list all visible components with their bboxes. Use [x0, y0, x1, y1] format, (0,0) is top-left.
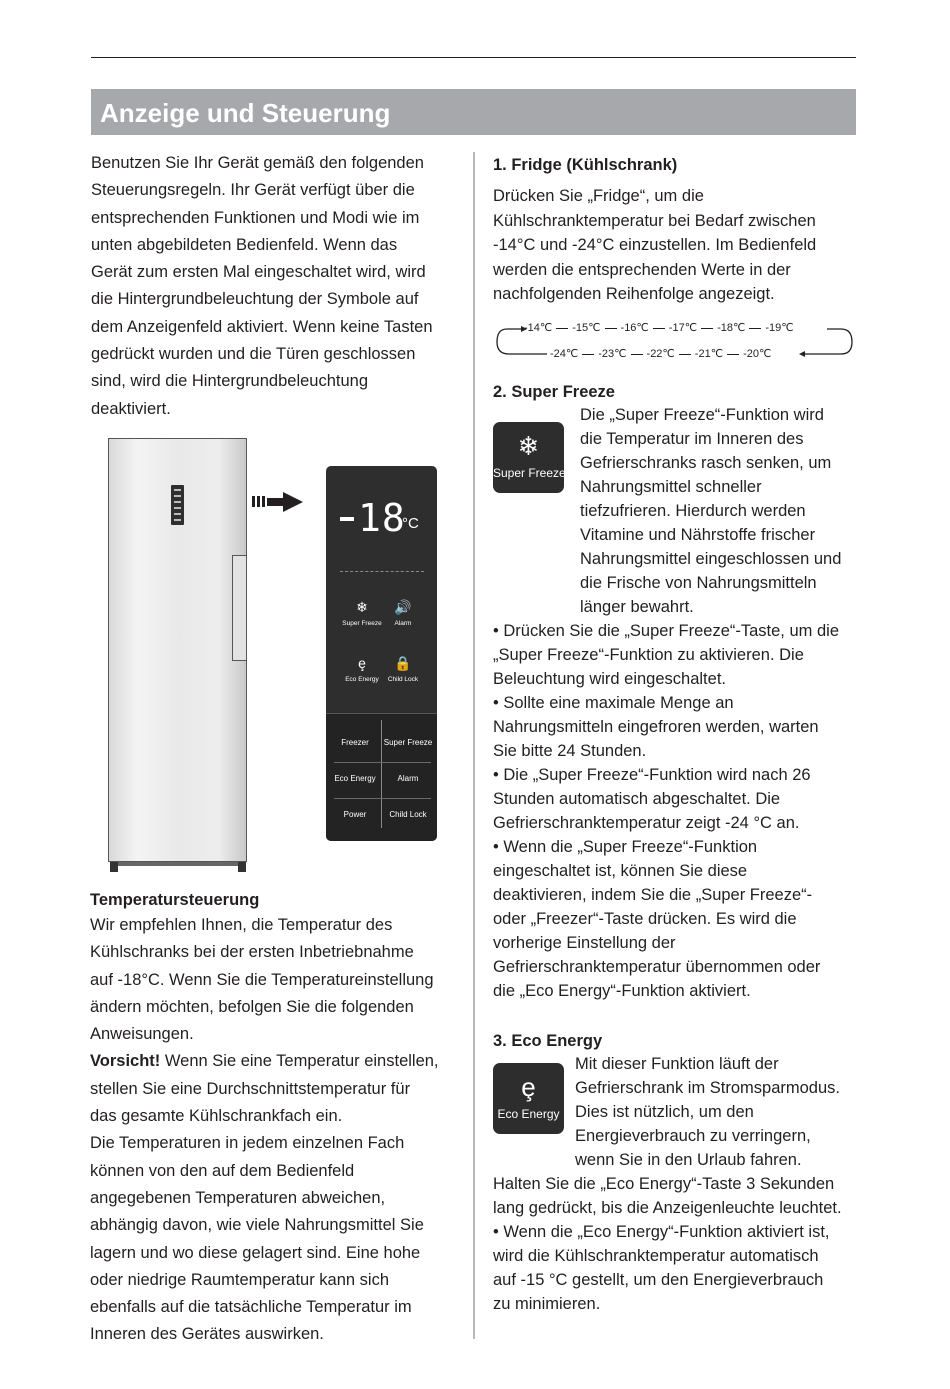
fridge-handle: [232, 555, 246, 661]
temperature-cycle-diagram: [495, 318, 855, 360]
text-line: deaktiviert.: [91, 399, 171, 418]
text-line: „Super Freeze“-Funktion zu aktivieren. Die: [493, 646, 804, 664]
eco-energy-heading: 3. Eco Energy: [493, 1032, 603, 1050]
text-line: Sie bitte 24 Stunden.: [493, 742, 647, 760]
fridge-illustration: [108, 438, 248, 872]
alarm-indicator: 🔊 Alarm: [383, 599, 423, 628]
fridge-door: [108, 438, 247, 862]
text-line: Nahrungsmitteln eingefroren werden, warten: [493, 718, 819, 736]
text-line: stellen Sie eine Durchschnittstemperatur für: [90, 1079, 411, 1098]
text-line: Nahrungsmittel eingeschlossen und: [580, 550, 842, 568]
text-line: unten abgebildeten Bedienfeld. Wenn das: [91, 235, 398, 254]
eco-energy-tile: ȩ Eco Energy: [493, 1063, 564, 1134]
text-line: sind, wird die Hintergrundbeleuchtung: [91, 372, 369, 391]
super-freeze-bullets: [493, 619, 861, 1003]
eco-energy-text: [493, 1172, 861, 1316]
top-rule: [91, 57, 856, 58]
text-line: Nahrungsmittel schneller: [580, 478, 762, 496]
button-grid-line: [334, 798, 431, 799]
text-line: werden die entsprechenden Werte in der: [493, 260, 791, 279]
text-line: ändern möchten, befolgen Sie die folgenden: [90, 997, 414, 1016]
text-line: Gefrierschrank im Stromsparmodus.: [575, 1079, 840, 1097]
text-line: oder niedrige Raumtemperatur kann sich: [90, 1270, 389, 1289]
text-line: oder „Freezer“-Taste drücken. Es wird die: [493, 910, 797, 928]
text-line: nachfolgenden Reihenfolge angezeigt.: [493, 285, 775, 304]
alarm-button[interactable]: Alarm: [397, 774, 419, 783]
text-line: können von den auf dem Bedienfeld: [90, 1161, 355, 1180]
text-line: vorherige Einstellung der: [493, 934, 676, 952]
text-line: Wir empfehlen Ihnen, die Temperatur des: [90, 916, 393, 934]
caution-label: Vorsicht!: [90, 1052, 161, 1071]
panel-button-area: [326, 713, 437, 841]
column-divider: [473, 152, 475, 1339]
temp-control-text: [90, 912, 465, 1349]
text-line: Beleuchtung wird eingeschaltet.: [493, 670, 726, 688]
text-line: zu minimieren.: [493, 1295, 601, 1313]
text-line: Energieverbrauch zu verringern,: [575, 1127, 811, 1145]
eco-energy-intro: [575, 1052, 860, 1172]
text-line: Mit dieser Funktion läuft der: [575, 1055, 779, 1073]
freezer-button[interactable]: Freezer: [341, 738, 369, 747]
text-line: Steuerungsregeln. Ihr Gerät verfügt über die: [91, 181, 415, 200]
text-line: tiefzufrieren. Hierdurch werden: [580, 502, 806, 520]
text-line: Vitamine und Nährstoffe frischer: [580, 526, 816, 544]
fridge-heading: 1. Fridge (Kühlschrank): [493, 156, 678, 174]
button-grid-line: [334, 762, 431, 763]
text-line: ebenfalls auf die tatsächliche Temperatur im: [90, 1298, 412, 1317]
leaf-icon: ȩ: [358, 655, 366, 671]
text-line: • Die „Super Freeze“-Funktion wird nach 26: [493, 766, 811, 784]
super-freeze-tile: ❄ Super Freeze: [493, 422, 564, 493]
text-line: lagern und wo diese gelagert sind. Eine hohe: [90, 1243, 421, 1262]
minus-segment: [340, 517, 354, 521]
text-line: die Hintergrundbeleuchtung der Symbole auf: [91, 290, 419, 309]
speaker-icon: 🔊: [394, 599, 412, 615]
power-button[interactable]: Power: [343, 810, 367, 819]
temperature-digits: 18: [358, 496, 406, 540]
text-line: Gerät zum ersten Mal eingeschaltet wird, wird: [91, 263, 426, 282]
text-line: Anweisungen.: [90, 1025, 194, 1044]
text-line: Gefrierschranktemperatur übernommen oder: [493, 958, 821, 976]
text-line: Halten Sie die „Eco Energy“-Taste 3 Sekunden: [493, 1175, 835, 1193]
temp-control-heading: Temperatursteuerung: [90, 891, 260, 909]
child-lock-indicator: 🔒 Child Lock: [383, 655, 423, 684]
text-line: Die Temperaturen in jedem einzelnen Fach: [90, 1134, 405, 1153]
text-line: angegebenen Temperaturen abweichen,: [90, 1188, 386, 1207]
caution-line: Vorsicht! Wenn Sie eine Temperatur einstellen,: [90, 1052, 439, 1071]
super-freeze-intro: [580, 403, 860, 619]
text-line: auf -15 °C gestellt, um den Energieverbrauch: [493, 1271, 824, 1289]
text-line: auf -18°C. Wenn Sie die Temperatureinstellung: [90, 970, 434, 989]
text-line: Stunden automatisch abgeschaltet. Die: [493, 790, 781, 808]
text-line: eingeschaltet ist, können Sie diese: [493, 862, 748, 880]
text-line: -14°C und -24°C einzustellen. Im Bedienfeld: [493, 236, 817, 255]
lock-icon: 🔒: [394, 655, 412, 671]
text-line: entsprechenden Funktionen und Modi wie im: [91, 208, 420, 227]
text-line: lang gedrückt, bis die Anzeigenleuchte leuchtet.: [493, 1199, 842, 1217]
text-line: die „Eco Energy“-Funktion aktiviert.: [493, 982, 751, 1000]
text-line: • Drücken Sie die „Super Freeze“-Taste, um die: [493, 622, 840, 640]
text-line: Gefrierschranktemperatur zeigt -24 °C an.: [493, 814, 800, 832]
text-line: abhängig davon, wie viele Nahrungsmittel Sie: [90, 1216, 424, 1235]
cycle-row-bottom: -24℃ -23℃ -22℃ -21℃ -20℃: [550, 348, 772, 360]
eco-energy-button[interactable]: Eco Energy: [334, 774, 376, 783]
text-line: • Wenn die „Super Freeze“-Funktion: [493, 838, 758, 856]
text-line: länger bewahrt.: [580, 598, 694, 616]
super-freeze-indicator: ❄ Super Freeze: [342, 599, 382, 627]
child-lock-button[interactable]: Child Lock: [389, 810, 427, 819]
text-line: Inneren des Gerätes auswirken.: [90, 1325, 324, 1344]
fridge-foot: [238, 862, 246, 872]
text-line: Kühlschranks bei der ersten Inbetriebnahme: [90, 943, 414, 962]
super-freeze-button[interactable]: Super Freeze: [383, 738, 433, 747]
snowflake-icon: ❄: [517, 431, 540, 461]
text-line: dem Anzeigenfeld aktiviert. Wenn keine Tasten: [91, 317, 433, 336]
section-title-bar: [91, 89, 856, 135]
display-divider: [340, 571, 424, 572]
fridge-foot: [110, 862, 118, 872]
text-line: die Temperatur im Inneren des: [580, 430, 804, 448]
text-line: Drücken Sie „Fridge“, um die: [493, 187, 704, 205]
leaf-icon: ȩ: [521, 1072, 536, 1102]
text-line: wird die Kühlschranktemperatur automatisch: [493, 1247, 819, 1265]
text-line: Benutzen Sie Ihr Gerät gemäß den folgenden: [91, 154, 424, 172]
text-line: das gesamte Kühlschrankfach ein.: [90, 1107, 343, 1126]
text-line: Kühlschranktemperatur bei Bedarf zwischen: [493, 211, 816, 230]
temperature-unit: °C: [402, 515, 419, 532]
text-line: deaktivieren, indem Sie die „Super Freeze“-: [493, 886, 813, 904]
fridge-base: [112, 862, 243, 866]
fridge-display-panel: [171, 485, 184, 525]
text-line: die Frische von Nahrungsmitteln: [580, 574, 817, 592]
text-line: • Sollte eine maximale Menge an: [493, 694, 734, 712]
cycle-row-top: -14℃ -15℃ -16℃ -17℃ -18℃ -19℃: [524, 322, 794, 334]
text-line: • Wenn die „Eco Energy“-Funktion aktiviert ist,: [493, 1223, 830, 1241]
snowflake-icon: ❄: [356, 599, 368, 615]
text-line: Gefrierschranks rasch senken, um: [580, 454, 832, 472]
text-line: Dies ist nützlich, um den: [575, 1103, 754, 1121]
intro-paragraph: [91, 150, 466, 423]
text-line: wenn Sie in den Urlaub fahren.: [575, 1151, 802, 1169]
fridge-text: [493, 184, 858, 307]
section-title: Anzeige und Steuerung: [100, 98, 391, 128]
eco-energy-indicator: ȩ Eco Energy: [342, 655, 382, 684]
text-line: gedrückt wurden und die Türen geschlossen: [91, 345, 416, 364]
super-freeze-heading: 2. Super Freeze: [493, 383, 615, 401]
text-line: Die „Super Freeze“-Funktion wird: [580, 406, 824, 424]
control-panel: [326, 466, 437, 841]
